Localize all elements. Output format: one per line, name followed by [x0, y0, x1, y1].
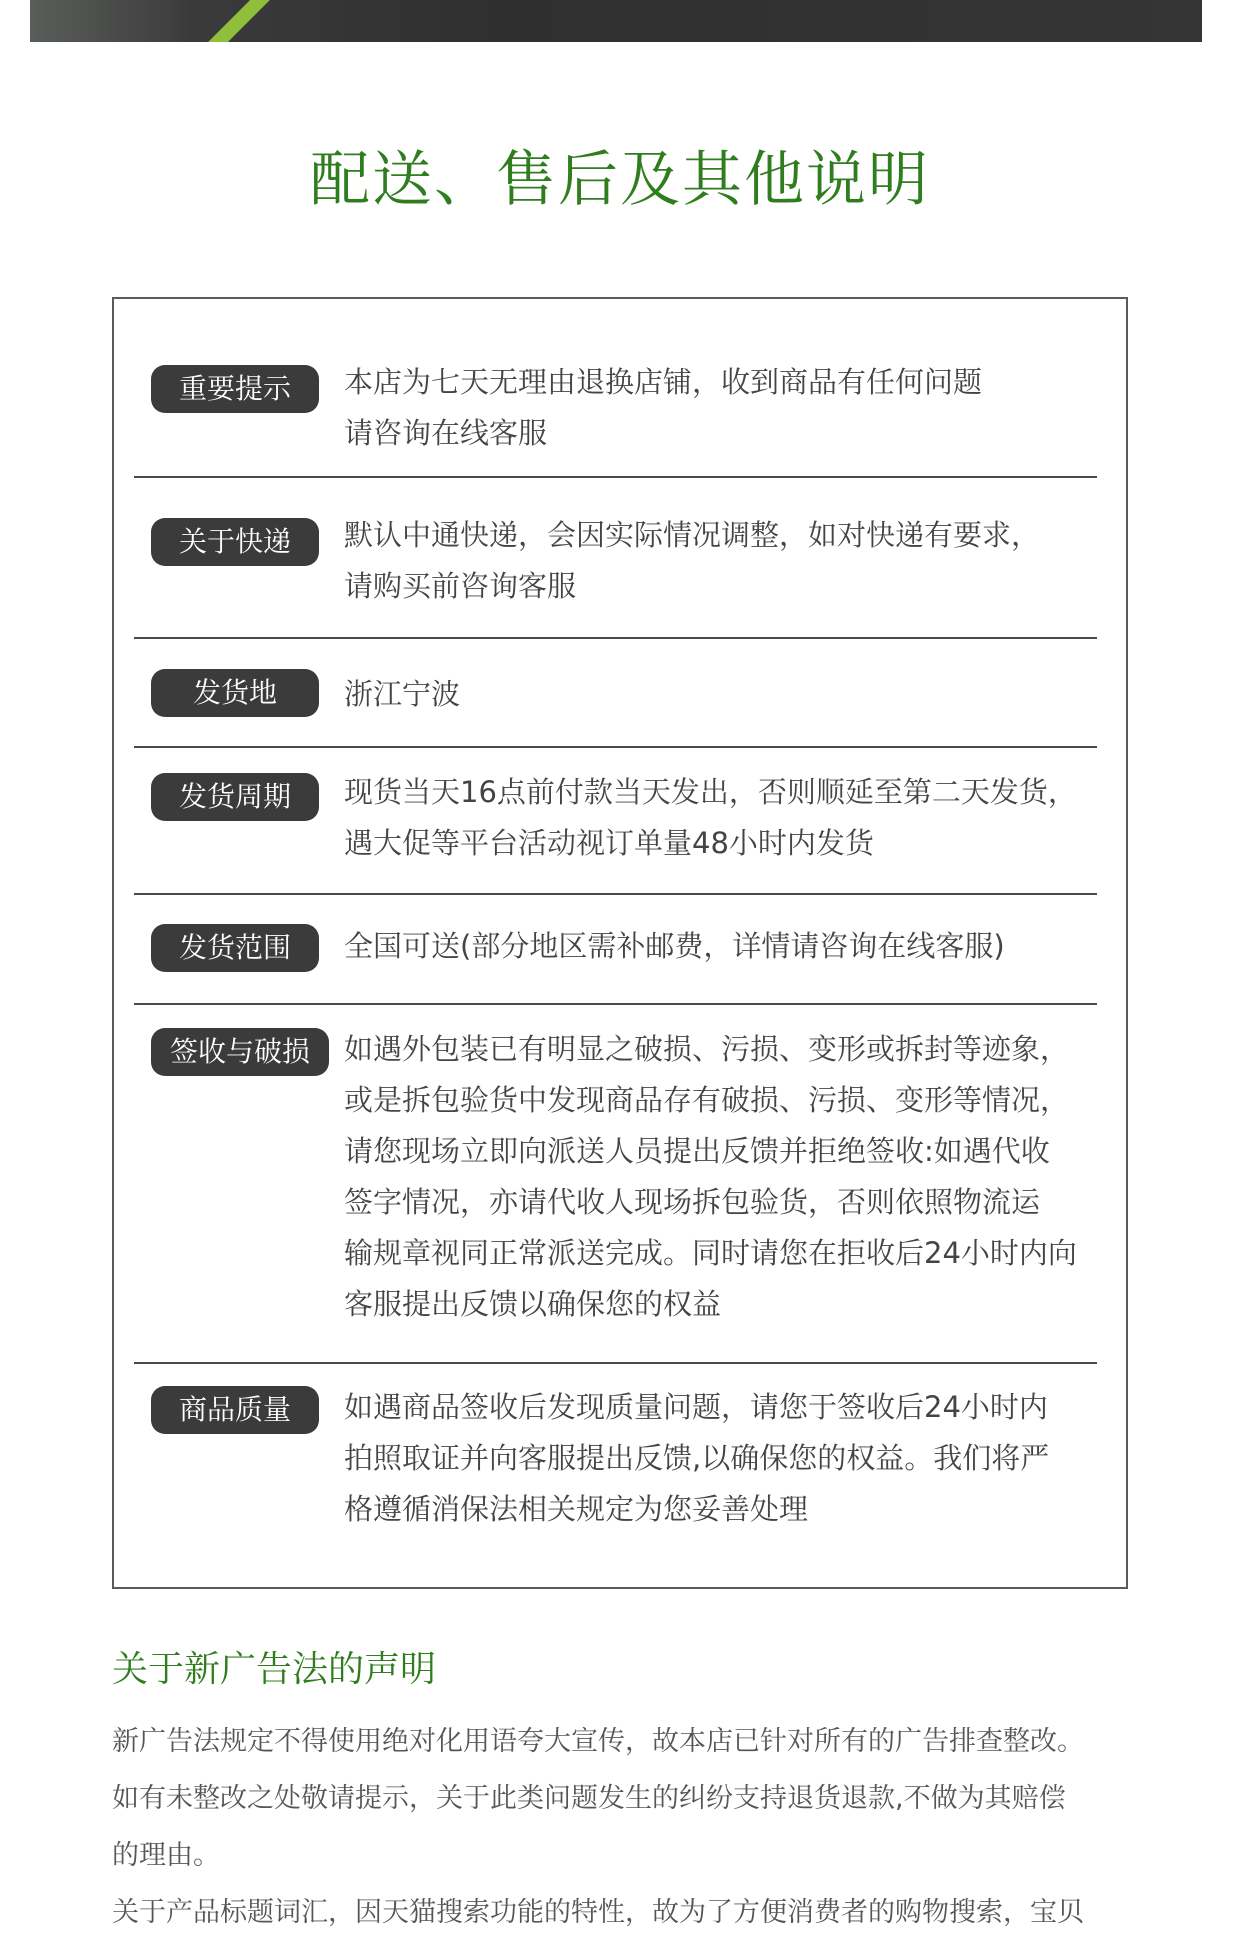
- row-divider: [134, 476, 1097, 478]
- page-title: 配送、售后及其他说明: [310, 145, 930, 215]
- text-ship-from: 浙江宁波: [344, 677, 461, 711]
- text-sign-damage: 如遇外包装已有明显之破损、污损、变形或拆封等迹象， 或是拆包验货中发现商品存有破损、污损、变形等情况， 请您现场立即向派送人员提出反馈并拒绝签收:如遇代收 签字情况，亦请代收人现场拆包验货，否则依照物流运 输规章视同正常派送完成。同时请您在拒收后24小时内向 客服提出反馈以确保您的权益: [344, 1032, 1077, 1321]
- tag-sign-damage: 签收与破损: [151, 1028, 329, 1076]
- tag-ship-from: 发货地: [151, 669, 319, 717]
- row-divider: [134, 746, 1097, 748]
- banner-accent-stripe: [198, 0, 272, 42]
- row-divider: [134, 637, 1097, 639]
- tag-important-notice: 重要提示: [151, 365, 319, 413]
- tag-express: 关于快递: [151, 518, 319, 566]
- tag-ship-cycle: 发货周期: [151, 773, 319, 821]
- text-express: 默认中通快递，会因实际情况调整，如对快递有要求， 请购买前咨询客服: [344, 518, 1041, 603]
- top-banner-image: [30, 0, 1202, 42]
- row-divider: [134, 1003, 1097, 1005]
- text-product-quality: 如遇商品签收后发现质量问题，请您于签收后24小时内 拍照取证并向客服提出反馈,以确保您的权益。我们将严 格遵循消保法相关规定为您妥善处理: [344, 1390, 1050, 1526]
- row-divider: [134, 893, 1097, 895]
- shipping-info-box: [112, 297, 1128, 1589]
- ad-law-text: 新广告法规定不得使用绝对化用语夸大宣传，故本店已针对所有的广告排查整改。 如有未整改之处敬请提示，关于此类问题发生的纠纷支持退货退款,不做为其赔偿 的理由。 关于产品标题词汇，因天猫搜索功能的特性，故为了方便消费者的购物搜索，宝贝: [112, 1726, 1084, 1928]
- tag-ship-range: 发货范围: [151, 924, 319, 972]
- ad-law-title: 关于新广告法的声明: [112, 1649, 437, 1690]
- text-ship-cycle: 现货当天16点前付款当天发出，否则顺延至第二天发货， 遇大促等平台活动视订单量48小时内发货: [344, 775, 1077, 860]
- text-important-notice: 本店为七天无理由退换店铺，收到商品有任何问题 请咨询在线客服: [344, 365, 983, 450]
- row-divider: [134, 1362, 1097, 1364]
- tag-product-quality: 商品质量: [151, 1386, 319, 1434]
- text-ship-range: 全国可送(部分地区需补邮费，详情请咨询在线客服): [344, 929, 1005, 963]
